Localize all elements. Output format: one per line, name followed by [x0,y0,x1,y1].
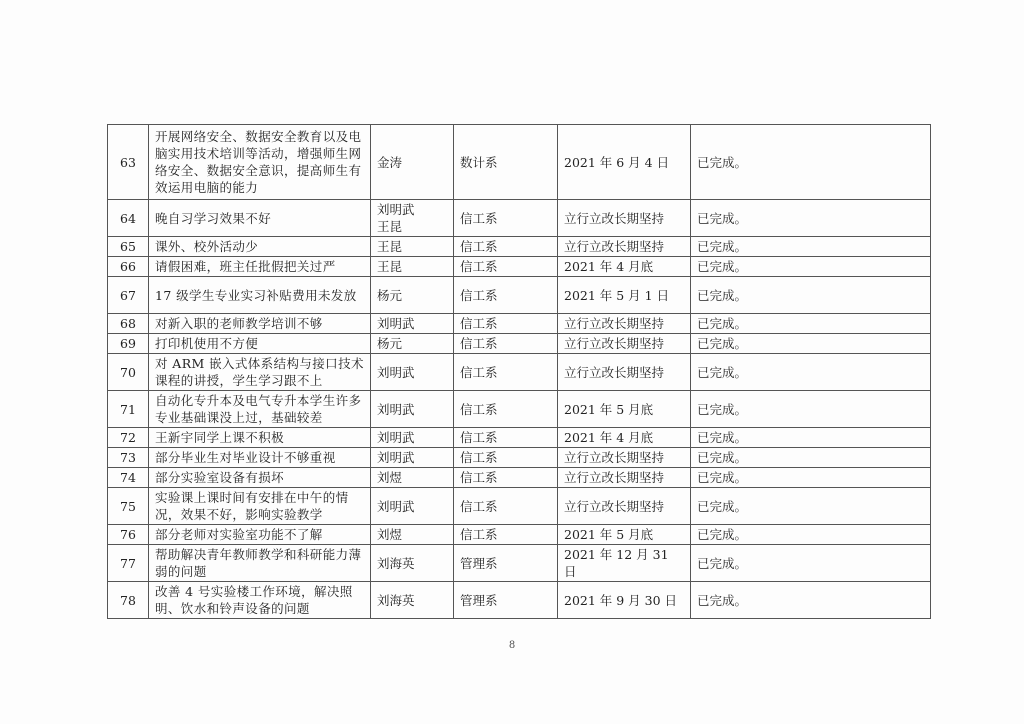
row-number: 67 [108,277,149,314]
status: 已完成。 [691,277,931,314]
status: 已完成。 [691,334,931,354]
department: 数计系 [454,125,558,200]
department: 管理系 [454,582,558,619]
responsible-person: 王昆 [371,257,454,277]
responsible-person: 刘明武 [371,354,454,391]
issue-text: 课外、校外活动少 [149,237,371,257]
responsible-person: 杨元 [371,334,454,354]
deadline: 立行立改长期坚持 [558,488,691,525]
status: 已完成。 [691,237,931,257]
table-row [108,582,931,619]
department: 信工系 [454,525,558,545]
status: 已完成。 [691,314,931,334]
status: 已完成。 [691,488,931,525]
status: 已完成。 [691,525,931,545]
responsible-person: 金涛 [371,125,454,200]
issue-text: 部分实验室设备有损坏 [149,468,371,488]
row-number: 69 [108,334,149,354]
department: 信工系 [454,428,558,448]
responsible-person: 刘明武 [371,448,454,468]
issue-text: 请假困难，班主任批假把关过严 [149,257,371,277]
page-number: 8 [508,640,516,651]
deadline: 立行立改长期坚持 [558,334,691,354]
status: 已完成。 [691,200,931,237]
table-row [108,448,931,468]
department: 信工系 [454,354,558,391]
deadline: 2021 年 4 月底 [558,428,691,448]
deadline: 立行立改长期坚持 [558,237,691,257]
status: 已完成。 [691,582,931,619]
department: 信工系 [454,391,558,428]
row-number: 76 [108,525,149,545]
department: 信工系 [454,237,558,257]
department: 信工系 [454,314,558,334]
table-row [108,468,931,488]
issue-text: 开展网络安全、数据安全教育以及电脑实用技术培训等活动，增强师生网络安全、数据安全意识，提高师生有效运用电脑的能力 [149,125,371,200]
responsible-person: 王昆 [371,237,454,257]
issue-text: 晚自习学习效果不好 [149,200,371,237]
department: 信工系 [454,488,558,525]
deadline: 2021 年 5 月底 [558,391,691,428]
responsible-person: 刘海英 [371,545,454,582]
table-row [108,391,931,428]
responsible-person: 刘明武 [371,488,454,525]
rectification-table [107,124,931,619]
deadline: 立行立改长期坚持 [558,448,691,468]
department: 管理系 [454,545,558,582]
row-number: 68 [108,314,149,334]
status: 已完成。 [691,448,931,468]
issue-text: 帮助解决青年教师教学和科研能力薄弱的问题 [149,545,371,582]
row-number: 71 [108,391,149,428]
department: 信工系 [454,334,558,354]
table-row [108,257,931,277]
issue-text: 17 级学生专业实习补贴费用未发放 [149,277,371,314]
table-row [108,277,931,314]
status: 已完成。 [691,354,931,391]
row-number: 64 [108,200,149,237]
status: 已完成。 [691,468,931,488]
table-row [108,125,931,200]
department: 信工系 [454,448,558,468]
deadline: 立行立改长期坚持 [558,200,691,237]
issue-text: 自动化专升本及电气专升本学生许多专业基础课没上过，基础较差 [149,391,371,428]
responsible-person: 刘明武 [371,391,454,428]
responsible-person: 刘明武 王昆 [371,200,454,237]
table-row [108,354,931,391]
table-body [108,125,931,619]
issue-text: 打印机使用不方便 [149,334,371,354]
responsible-person: 刘煜 [371,468,454,488]
issue-text: 对新入职的老师教学培训不够 [149,314,371,334]
department: 信工系 [454,468,558,488]
table-row [108,525,931,545]
table-row [108,314,931,334]
status: 已完成。 [691,545,931,582]
row-number: 73 [108,448,149,468]
issue-text: 王新宇同学上课不积极 [149,428,371,448]
department: 信工系 [454,200,558,237]
table-row [108,488,931,525]
department: 信工系 [454,257,558,277]
table-row [108,237,931,257]
deadline: 立行立改长期坚持 [558,468,691,488]
issue-text: 部分老师对实验室功能不了解 [149,525,371,545]
deadline: 立行立改长期坚持 [558,314,691,334]
deadline: 2021 年 5 月底 [558,525,691,545]
responsible-person: 刘明武 [371,314,454,334]
issue-text: 改善 4 号实验楼工作环境，解决照明、饮水和铃声设备的问题 [149,582,371,619]
row-number: 75 [108,488,149,525]
status: 已完成。 [691,391,931,428]
row-number: 63 [108,125,149,200]
row-number: 65 [108,237,149,257]
status: 已完成。 [691,125,931,200]
responsible-person: 刘明武 [371,428,454,448]
deadline: 2021 年 6 月 4 日 [558,125,691,200]
deadline: 2021 年 12 月 31 日 [558,545,691,582]
row-number: 70 [108,354,149,391]
deadline: 2021 年 4 月底 [558,257,691,277]
responsible-person: 杨元 [371,277,454,314]
responsible-person: 刘煜 [371,525,454,545]
department: 信工系 [454,277,558,314]
status: 已完成。 [691,428,931,448]
issue-text: 对 ARM 嵌入式体系结构与接口技术课程的讲授，学生学习跟不上 [149,354,371,391]
row-number: 74 [108,468,149,488]
table-row [108,334,931,354]
table-row [108,428,931,448]
deadline: 2021 年 5 月 1 日 [558,277,691,314]
deadline: 立行立改长期坚持 [558,354,691,391]
row-number: 72 [108,428,149,448]
status: 已完成。 [691,257,931,277]
row-number: 77 [108,545,149,582]
row-number: 78 [108,582,149,619]
row-number: 66 [108,257,149,277]
deadline: 2021 年 9 月 30 日 [558,582,691,619]
table-row [108,545,931,582]
issue-text: 实验课上课时间有安排在中午的情况，效果不好，影响实验教学 [149,488,371,525]
issue-text: 部分毕业生对毕业设计不够重视 [149,448,371,468]
table-row [108,200,931,237]
responsible-person: 刘海英 [371,582,454,619]
